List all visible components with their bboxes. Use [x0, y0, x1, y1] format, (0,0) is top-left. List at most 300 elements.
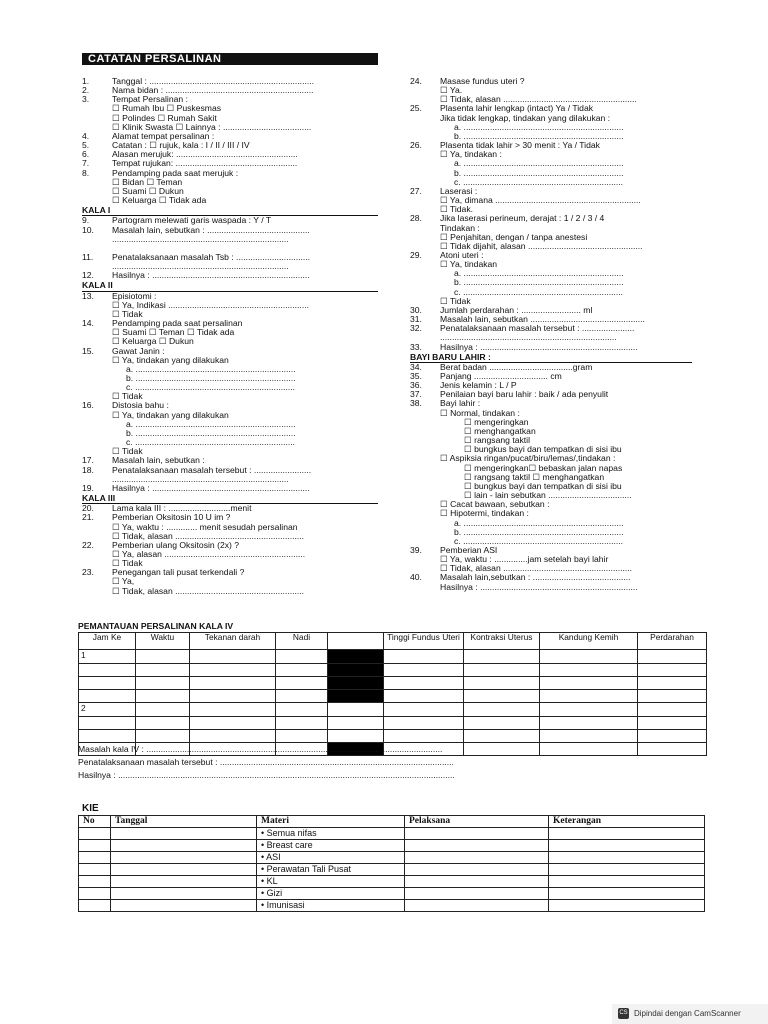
- form-option-line: [82, 475, 378, 484]
- form-item: [82, 347, 378, 356]
- item-text: c. ...................................................................: [454, 287, 624, 297]
- kie-cell[interactable]: [405, 852, 549, 864]
- item-text: Plasenta lahir lengkap (intact) Ya / Tidak: [440, 104, 594, 114]
- item-text: ..........................................................................: [112, 234, 289, 244]
- form-item: [410, 251, 692, 260]
- kie-cell[interactable]: [111, 852, 257, 864]
- form-sub-option-line: [410, 445, 692, 454]
- kie-cell[interactable]: [111, 876, 257, 888]
- section-heading: [82, 494, 378, 504]
- item-text: c. ...................................................................: [454, 536, 624, 546]
- item-number: 19.: [82, 483, 94, 493]
- kala4-cell[interactable]: [136, 717, 190, 730]
- kie-cell[interactable]: [405, 888, 549, 900]
- item-text: Penegangan tali pusat terkendali ?: [112, 568, 245, 578]
- item-number: 31.: [410, 315, 422, 325]
- kala4-cell[interactable]: [190, 730, 276, 743]
- item-text: Pemberian ulang Oksitosin (2x) ?: [112, 540, 240, 550]
- kala4-cell[interactable]: [464, 690, 540, 703]
- kie-cell[interactable]: [549, 828, 705, 840]
- item-text: Distosia bahu :: [112, 401, 169, 411]
- kie-cell[interactable]: [111, 828, 257, 840]
- form-option-line: [410, 409, 692, 418]
- kala4-row: [79, 664, 707, 677]
- form-item: [82, 271, 378, 280]
- item-text: ☐ Klinik Swasta ☐ Lainnya : .....................................: [112, 122, 312, 132]
- kie-cell[interactable]: [405, 876, 549, 888]
- form-item: [82, 456, 378, 465]
- kala4-row: [79, 730, 707, 743]
- kala4-cell[interactable]: [136, 690, 190, 703]
- kala4-cell[interactable]: [540, 743, 638, 756]
- kala4-cell[interactable]: [136, 677, 190, 690]
- item-text: Jika laserasi perineum, derajat : 1 / 2 / 3 / 4: [440, 214, 605, 224]
- kala4-cell[interactable]: [384, 717, 464, 730]
- form-sub-line: [410, 278, 692, 287]
- kie-cell[interactable]: [405, 900, 549, 912]
- kala4-cell[interactable]: [190, 677, 276, 690]
- form-option-line: [82, 587, 378, 596]
- kie-materi-text: Perawatan Tali Pusat: [266, 864, 352, 875]
- kie-cell[interactable]: [405, 828, 549, 840]
- item-text: ☐ Suami ☐ Dukun: [112, 186, 184, 196]
- kala4-cell[interactable]: [79, 730, 136, 743]
- item-number: 30.: [410, 305, 422, 315]
- kie-row: [79, 888, 705, 900]
- kala4-cell[interactable]: [276, 730, 328, 743]
- item-text: ☐ mengeringkan☐ bebaskan jalan napas: [464, 463, 623, 473]
- item-number: 6.: [82, 150, 90, 160]
- item-text: ☐ rangsang taktil ☐ menghangatkan: [464, 472, 605, 482]
- item-number: 10.: [82, 225, 94, 235]
- kala4-cell[interactable]: [79, 717, 136, 730]
- kala4-cell[interactable]: [276, 650, 328, 664]
- kala4-cell[interactable]: [276, 664, 328, 677]
- kala4-cell[interactable]: [638, 703, 707, 717]
- form-item: [410, 77, 692, 86]
- item-text: ☐ Ya.: [440, 86, 463, 96]
- kala4-row: [79, 650, 707, 664]
- bullet-icon: •: [261, 888, 267, 899]
- item-number: 39.: [410, 545, 422, 555]
- kie-cell[interactable]: [79, 864, 111, 876]
- item-number: 9.: [82, 216, 90, 226]
- form-sub-line: [410, 178, 692, 187]
- kie-materi-text: Semua nifas: [266, 828, 317, 839]
- item-number: 14.: [82, 319, 94, 329]
- form-item: [82, 77, 378, 86]
- form-sub-line: [410, 528, 692, 537]
- form-item: [410, 372, 692, 381]
- kala4-cell[interactable]: [136, 650, 190, 664]
- kala4-cell[interactable]: [190, 717, 276, 730]
- kie-cell[interactable]: [79, 888, 111, 900]
- kie-title: KIE: [82, 803, 99, 814]
- form-item: [82, 216, 378, 225]
- item-text: Jumlah perdarahan : ......................... ml: [440, 305, 593, 315]
- kala4-cell[interactable]: [79, 690, 136, 703]
- kala4-cell[interactable]: [464, 664, 540, 677]
- kala4-header-row: [79, 633, 707, 650]
- item-text: a. ...................................................................: [454, 269, 624, 279]
- kie-header-tanggal: Tanggal: [111, 816, 257, 828]
- item-number: 21.: [82, 513, 94, 523]
- item-text: ☐ Ya, dimana .............................................................: [440, 196, 641, 206]
- item-text: Lama kala III : ..........................menit: [112, 504, 252, 514]
- form-option-line: [410, 509, 692, 518]
- item-text: KALA I: [82, 206, 111, 216]
- item-text: ☐ lain - lain sebutkan ...................................: [464, 491, 632, 501]
- item-text: Alamat tempat persalinan :: [112, 131, 215, 141]
- form-item: [82, 150, 378, 159]
- kala4-row: [79, 703, 707, 717]
- item-text: ☐ rangsang taktil: [464, 436, 530, 446]
- item-text: ☐ Ya,: [112, 577, 135, 587]
- kala4-shaded-cell: [328, 690, 384, 703]
- item-text: ☐ Ya, waktu : ............. menit sesudah persalinan: [112, 522, 298, 532]
- item-number: 26.: [410, 141, 422, 151]
- kie-cell[interactable]: [549, 900, 705, 912]
- kala4-cell[interactable]: [638, 690, 707, 703]
- form-option-line: [410, 500, 692, 509]
- form-sub-line: [410, 159, 692, 168]
- form-sub-option-line: [410, 427, 692, 436]
- form-option-line: [82, 447, 378, 456]
- form-option-line: [82, 178, 378, 187]
- item-text: Laserasi :: [440, 186, 478, 196]
- kie-cell[interactable]: [111, 840, 257, 852]
- kala4-cell[interactable]: [136, 730, 190, 743]
- form-item: [410, 214, 692, 223]
- form-title: CATATAN PERSALINAN: [82, 53, 378, 65]
- item-text: Masalah lain, sebutkan ................................................: [440, 315, 645, 325]
- kala4-cell[interactable]: [190, 703, 276, 717]
- kala4-cell[interactable]: [464, 650, 540, 664]
- kala4-cell[interactable]: [540, 703, 638, 717]
- item-text: ☐ Rumah Ibu ☐ Puskesmas: [112, 104, 222, 114]
- kala4-cell[interactable]: [384, 677, 464, 690]
- form-item: [410, 187, 692, 196]
- item-text: Catatan : ☐ rujuk, kala : I / II / III / IV: [112, 141, 250, 151]
- item-text: ☐ Ya, tindakan yang dilakukan: [112, 410, 229, 420]
- item-text: Partogram melewati garis waspada : Y / T: [112, 216, 272, 226]
- item-text: ☐ Keluarga ☐ Dukun: [112, 337, 194, 347]
- item-number: 15.: [82, 346, 94, 356]
- form-item: [410, 399, 692, 408]
- kala4-cell[interactable]: [384, 703, 464, 717]
- form-item: [82, 141, 378, 150]
- kala4-cell[interactable]: [276, 703, 328, 717]
- item-text: ☐ Tidak, alasan ........................................................: [440, 95, 637, 105]
- kala4-cell[interactable]: [328, 730, 384, 743]
- kie-header-keterangan: Keterangan: [549, 816, 705, 828]
- item-number: 20.: [82, 504, 94, 514]
- kala4-cell[interactable]: [384, 664, 464, 677]
- kie-cell[interactable]: [405, 864, 549, 876]
- kie-cell[interactable]: [79, 876, 111, 888]
- kala4-cell[interactable]: [384, 650, 464, 664]
- item-text: ☐ Penjahitan, dengan / tanpa anestesi: [440, 232, 588, 242]
- left-column: [82, 77, 378, 596]
- kala4-cell[interactable]: [540, 650, 638, 664]
- kala4-shaded-cell: [328, 664, 384, 677]
- kala4-cell[interactable]: [638, 743, 707, 756]
- kala4-cell[interactable]: [638, 730, 707, 743]
- kie-cell[interactable]: [111, 888, 257, 900]
- kala4-row: [79, 677, 707, 690]
- form-item: [82, 319, 378, 328]
- kie-cell[interactable]: [79, 852, 111, 864]
- hasilnya-kala4: Hasilnya : .............................................................................................................................................: [78, 770, 455, 780]
- kala4-row: [79, 717, 707, 730]
- kala4-cell[interactable]: [638, 664, 707, 677]
- item-text: Hasilnya : ..................................................................: [112, 483, 310, 493]
- form-option-line: [410, 86, 692, 95]
- form-option-line: [410, 555, 692, 564]
- kie-row: [79, 852, 705, 864]
- header-kontraksi: Kontraksi Uterus: [464, 633, 540, 650]
- kala4-cell[interactable]: [464, 677, 540, 690]
- form-item: [410, 573, 692, 582]
- form-option-line: [82, 187, 378, 196]
- item-text: ☐ Ya, alasan ...........................................................: [112, 549, 306, 559]
- item-number: 2.: [82, 86, 90, 96]
- item-text: ..........................................................................: [440, 333, 617, 343]
- form-item: [82, 401, 378, 410]
- item-text: Alasan merujuk: ...................................................: [112, 150, 298, 160]
- bullet-icon: •: [261, 828, 267, 839]
- kala4-cell[interactable]: [276, 717, 328, 730]
- item-number: 11.: [82, 252, 94, 262]
- item-text: Jenis kelamin : L / P: [440, 381, 517, 391]
- kala4-cell[interactable]: [136, 703, 190, 717]
- kala4-cell[interactable]: [638, 717, 707, 730]
- kala4-cell[interactable]: [464, 717, 540, 730]
- kie-cell[interactable]: [111, 864, 257, 876]
- item-number: 23.: [82, 568, 94, 578]
- form-option-line: [410, 242, 692, 251]
- item-text: Pemberian ASI: [440, 545, 498, 555]
- item-text: Tempat Persalinan :: [112, 95, 188, 105]
- item-text: Berat badan ...................................gram: [440, 362, 593, 372]
- kala4-cell[interactable]: [464, 703, 540, 717]
- kie-cell[interactable]: [549, 864, 705, 876]
- kala4-cell[interactable]: [136, 664, 190, 677]
- camscanner-badge: [612, 1004, 768, 1024]
- item-number: 38.: [410, 399, 422, 409]
- kala4-cell[interactable]: [276, 690, 328, 703]
- item-text: Masalah lain,sebutkan : .........................................: [440, 573, 631, 583]
- form-sub-line: [82, 429, 378, 438]
- form-item: [410, 546, 692, 555]
- penatalaksanaan-kala4: Penatalaksanaan masalah tersebut : ..................................................................................................: [78, 757, 454, 767]
- kie-cell[interactable]: [79, 900, 111, 912]
- kala4-cell[interactable]: [190, 664, 276, 677]
- form-option-line: [82, 559, 378, 568]
- item-number: 12.: [82, 271, 94, 281]
- form-item: [82, 484, 378, 493]
- item-number: 27.: [410, 186, 422, 196]
- kie-cell[interactable]: [405, 840, 549, 852]
- item-text: ☐ Ya, tindakan: [440, 260, 498, 270]
- item-text: ☐ Keluarga ☐ Tidak ada: [112, 196, 207, 206]
- form-item: [82, 466, 378, 475]
- item-text: Episiotomi :: [112, 291, 157, 301]
- item-text: Pendamping pada saat persalinan: [112, 319, 243, 329]
- kie-header-materi: Materi: [257, 816, 405, 828]
- item-text: a. ...................................................................: [126, 419, 296, 429]
- form-item: [410, 315, 692, 324]
- item-text: c. ...................................................................: [126, 438, 296, 448]
- item-text: Plasenta tidak lahir > 30 menit : Ya / Tidak: [440, 141, 600, 151]
- item-text: b. ...................................................................: [454, 278, 624, 288]
- kala4-cell[interactable]: [384, 730, 464, 743]
- item-text: Masalah lain, sebutkan :: [112, 456, 205, 466]
- item-text: Penatalaksanaan masalah Tsb : ...............................: [112, 252, 311, 262]
- item-text: Pendamping pada saat merujuk :: [112, 168, 239, 178]
- item-text: ..........................................................................: [112, 474, 289, 484]
- item-text: Penilaian bayi baru lahir : baik / ada penyulit: [440, 390, 609, 400]
- kala4-jam-number: 1: [79, 650, 136, 664]
- kie-cell[interactable]: [549, 840, 705, 852]
- header-tinggi-fundus: Tinggi Fundus Uteri: [384, 633, 464, 650]
- form-sub-line: [410, 123, 692, 132]
- form-option-line: [82, 337, 378, 346]
- item-text: ☐ bungkus bayi dan tempatkan di sisi ibu: [464, 481, 622, 491]
- kie-cell[interactable]: [111, 900, 257, 912]
- item-text: ☐ Tidak, alasan ......................................................: [440, 564, 633, 574]
- kala4-cell[interactable]: [540, 730, 638, 743]
- item-text: ☐ Tidak dijahit, alasan ................................................: [440, 241, 643, 251]
- kala4-cell[interactable]: [540, 677, 638, 690]
- item-number: 25.: [410, 104, 422, 114]
- kie-cell[interactable]: [549, 876, 705, 888]
- form-option-line: [82, 356, 378, 365]
- kie-header-pelaksana: Pelaksana: [405, 816, 549, 828]
- form-option-line: [82, 523, 378, 532]
- item-number: 32.: [410, 324, 422, 334]
- form-item: [410, 381, 692, 390]
- blank-line: [82, 244, 378, 253]
- item-number: 22.: [82, 540, 94, 550]
- kala4-jam-number: 2: [79, 703, 136, 717]
- item-number: 35.: [410, 372, 422, 381]
- header-waktu: Waktu: [136, 633, 190, 650]
- kie-materi-cell: [257, 840, 405, 852]
- form-sub-line: [410, 132, 692, 141]
- kala4-cell[interactable]: [328, 717, 384, 730]
- form-sub-line: [82, 383, 378, 392]
- item-text: ☐ Aspiksia ringan/pucat/biru/lemas/,tindakan :: [440, 454, 616, 464]
- form-item: [82, 95, 378, 104]
- kie-cell[interactable]: [549, 888, 705, 900]
- item-text: ☐ Ya, waktu : ..............jam setelah bayi lahir: [440, 555, 609, 565]
- form-item: [82, 132, 378, 141]
- kala4-cell[interactable]: [79, 677, 136, 690]
- item-text: ☐ Ya, Indikasi ...........................................................: [112, 300, 309, 310]
- kala4-cell[interactable]: [638, 677, 707, 690]
- form-sub-option-line: [410, 491, 692, 500]
- form-item: [82, 568, 378, 577]
- item-number: 24.: [410, 77, 422, 86]
- form-option-line: [410, 260, 692, 269]
- item-text: b. ...................................................................: [454, 131, 624, 141]
- form-item: [82, 513, 378, 522]
- masalah-kala4: Masalah kala IV : ............................................................................................................................: [78, 744, 443, 754]
- form-option-line: [82, 577, 378, 586]
- kie-materi-text: Breast care: [266, 840, 313, 851]
- bullet-icon: •: [261, 900, 267, 911]
- item-text: ☐ Bidan ☐ Teman: [112, 177, 183, 187]
- kala4-cell[interactable]: [384, 690, 464, 703]
- item-number: 36.: [410, 381, 422, 391]
- form-option-line: [410, 583, 692, 592]
- item-text: Masase fundus uteri ?: [440, 77, 525, 86]
- form-option-line: [410, 224, 692, 233]
- item-text: ☐ Tidak, alasan ......................................................: [112, 586, 305, 596]
- item-number: 16.: [82, 401, 94, 411]
- form-sub-line: [410, 537, 692, 546]
- form-option-line: [82, 301, 378, 310]
- item-text: Panjang ............................... cm: [440, 372, 562, 381]
- kie-cell[interactable]: [79, 840, 111, 852]
- bullet-icon: •: [261, 864, 267, 875]
- form-item: [82, 86, 378, 95]
- form-item: [82, 504, 378, 513]
- kala4-cell[interactable]: [190, 690, 276, 703]
- form-sub-option-line: [410, 473, 692, 482]
- item-text: ☐ Cacat bawaan, sebutkan :: [440, 500, 550, 510]
- kie-cell[interactable]: [549, 852, 705, 864]
- form-option-line: [410, 114, 692, 123]
- kie-materi-cell: [257, 876, 405, 888]
- item-text: Tindakan :: [440, 223, 480, 233]
- kala4-cell[interactable]: [540, 664, 638, 677]
- item-text: Tempat rujukan: ...................................................: [112, 159, 298, 169]
- section-heading: [410, 353, 692, 363]
- form-option-line: [410, 297, 692, 306]
- item-text: BAYI BARU LAHIR :: [410, 352, 491, 362]
- form-item: [82, 169, 378, 178]
- kala4-cell[interactable]: [190, 650, 276, 664]
- form-sub-line: [410, 269, 692, 278]
- kala4-cell[interactable]: [276, 677, 328, 690]
- header-blank: [328, 633, 384, 650]
- item-text: ☐ Tidak: [112, 559, 143, 569]
- kala4-cell[interactable]: [464, 730, 540, 743]
- item-number: 13.: [82, 291, 94, 301]
- kala4-cell[interactable]: [79, 664, 136, 677]
- item-number: 28.: [410, 214, 422, 224]
- kie-materi-cell: [257, 828, 405, 840]
- form-sub-option-line: [410, 464, 692, 473]
- kala4-cell[interactable]: [540, 690, 638, 703]
- item-text: ☐ Tidak: [440, 296, 471, 306]
- kala4-cell[interactable]: [540, 717, 638, 730]
- kala4-cell[interactable]: [638, 650, 707, 664]
- kie-cell[interactable]: [79, 828, 111, 840]
- form-item: [410, 141, 692, 150]
- kala4-cell[interactable]: [464, 743, 540, 756]
- form-option-line: [82, 532, 378, 541]
- kala4-cell[interactable]: [328, 703, 384, 717]
- item-text: Hasilnya : ..................................................................: [112, 271, 310, 281]
- header-nadi: Nadi: [276, 633, 328, 650]
- form-item: [410, 324, 692, 333]
- item-number: 5.: [82, 141, 90, 151]
- item-text: KALA II: [82, 281, 113, 291]
- form-option-line: [410, 564, 692, 573]
